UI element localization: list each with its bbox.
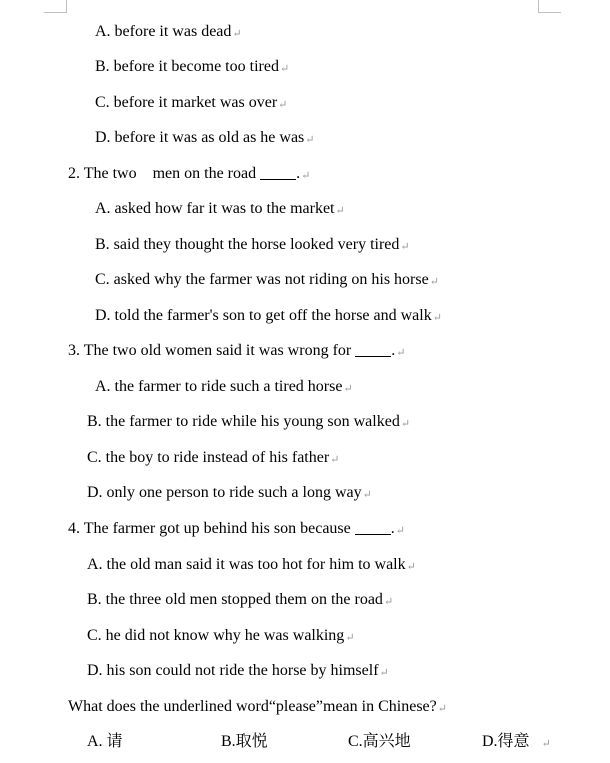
- answer-blank: [260, 165, 296, 180]
- paragraph-mark-icon: ↵: [343, 383, 353, 395]
- paragraph-mark-icon: ↵: [383, 596, 394, 608]
- paragraph-mark-icon: ↵: [232, 28, 242, 40]
- line-text: B. the three old men stopped them on the road: [87, 591, 383, 608]
- question-line: [68, 697, 447, 717]
- paragraph-mark-icon: ↵: [345, 632, 355, 644]
- paragraph-mark-icon: ↵: [301, 170, 311, 182]
- line-text: C. before it market was over: [95, 94, 278, 111]
- question-text: 2. The two men on the road: [68, 165, 261, 182]
- option-line: [95, 199, 345, 219]
- question-period: .: [391, 342, 396, 359]
- paragraph-mark-icon: ↵: [330, 454, 340, 466]
- paragraph-mark-icon: ↵: [279, 63, 290, 75]
- option-text: D.得意: [482, 733, 530, 750]
- option-line: [95, 270, 439, 290]
- page-corner-mark-right: [538, 0, 561, 13]
- option-line: [87, 555, 416, 575]
- line-text: A. the old man said it was too hot for him to walk: [87, 556, 406, 573]
- chinese-option-c: C.高兴地: [348, 733, 411, 750]
- paragraph-mark-icon: ↵: [541, 738, 551, 750]
- question-text: 3. The two old women said it was wrong for: [68, 342, 356, 359]
- option-line: [95, 235, 410, 255]
- option-line: [87, 626, 355, 646]
- answer-blank: [355, 520, 391, 535]
- question-text: What does the underlined word“please”mean in Chinese?: [68, 698, 437, 715]
- paragraph-mark-icon: ↵: [396, 347, 406, 359]
- paragraph-mark-icon: ↵: [400, 418, 411, 430]
- paragraph-mark-icon: ↵: [305, 134, 315, 146]
- line-text: B. said they thought the horse looked very tired: [95, 236, 400, 253]
- question-line: [68, 341, 405, 361]
- question-period: .: [390, 520, 395, 537]
- paragraph-mark-icon: ↵: [362, 489, 372, 501]
- line-text: B. the farmer to ride while his young son walked: [87, 413, 400, 430]
- page-corner-mark-left: [44, 0, 67, 13]
- line-text: A. the farmer to ride such a tired horse: [95, 378, 343, 395]
- answer-blank: [355, 342, 391, 357]
- option-line: [87, 483, 372, 503]
- question-text: 4. The farmer got up behind his son because: [68, 520, 355, 537]
- line-text: C. the boy to ride instead of his father: [87, 449, 330, 466]
- option-line: [95, 93, 287, 113]
- paragraph-mark-icon: ↵: [432, 312, 442, 324]
- line-text: C. asked why the farmer was not riding on his horse: [95, 271, 429, 288]
- line-text: D. his son could not ride the horse by himself: [87, 662, 379, 679]
- line-text: A. asked how far it was to the market: [95, 200, 335, 217]
- paragraph-mark-icon: ↵: [406, 561, 416, 573]
- paragraph-mark-icon: ↵: [395, 525, 405, 537]
- option-line: [87, 661, 389, 681]
- option-line: [95, 57, 289, 77]
- line-text: D. only one person to ride such a long way: [87, 484, 362, 501]
- option-line: [87, 590, 393, 610]
- chinese-option-a: A. 请: [87, 733, 123, 750]
- paragraph-mark-icon: ↵: [335, 205, 345, 217]
- line-text: D. before it was as old as he was: [95, 129, 305, 146]
- option-line: [95, 22, 242, 42]
- option-line: [95, 306, 442, 326]
- question-line: [68, 519, 405, 539]
- option-line: [87, 412, 410, 432]
- chinese-option-b: B.取悦: [221, 733, 268, 750]
- line-text: A. before it was dead: [95, 23, 232, 40]
- question-line: [68, 164, 310, 184]
- paragraph-mark-icon: ↵: [400, 241, 410, 253]
- paragraph-mark-icon: ↵: [278, 99, 288, 111]
- paragraph-mark-icon: ↵: [429, 276, 439, 288]
- option-line: [95, 128, 315, 148]
- question-period: .: [296, 165, 301, 182]
- line-text: B. before it become too tired: [95, 58, 279, 75]
- paragraph-mark-icon: ↵: [379, 667, 389, 679]
- option-line: [87, 448, 339, 468]
- paragraph-mark-icon: ↵: [437, 703, 447, 715]
- option-line: [95, 377, 353, 397]
- chinese-option-d: [482, 732, 551, 754]
- line-text: C. he did not know why he was walking: [87, 627, 345, 644]
- line-text: D. told the farmer's son to get off the horse and walk: [95, 307, 432, 324]
